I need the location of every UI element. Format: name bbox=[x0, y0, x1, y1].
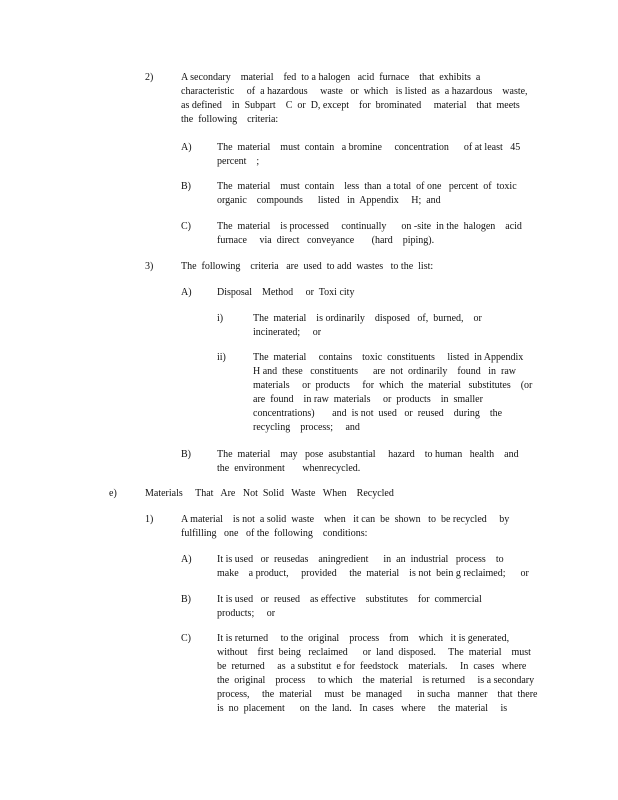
item-text-line: concentrations) and is not used or reused during the bbox=[253, 408, 503, 419]
item-text-line: The material is ordinarily disposed of, burned, or bbox=[253, 313, 482, 324]
item-text-line: A secondary material fed to a halogen acid furnace that exhibits a bbox=[181, 72, 481, 83]
item-text-line: are found in raw materials or products in smaller bbox=[253, 394, 483, 405]
item-text-line: process, the material must be managed in sucha manner that there bbox=[217, 689, 538, 700]
item-text-line: be returned as a substitut e for feedstock materials. In cases where bbox=[217, 661, 527, 672]
item-text-line: characteristic of a hazardous waste or which is listed as a hazardous waste, bbox=[181, 86, 528, 97]
item-marker: 1) bbox=[145, 514, 154, 525]
item-marker: 2) bbox=[145, 72, 154, 83]
item-marker: B) bbox=[181, 449, 191, 460]
item-text-line: furnace via direct conveyance (hard piping). bbox=[217, 235, 435, 246]
item-text-line: percent ; bbox=[217, 156, 260, 167]
item-text-line: is no placement on the land. In cases where the material is bbox=[217, 703, 508, 714]
item-text-line: It is used or reused as effective substitutes for commercial bbox=[217, 594, 482, 605]
item-text-line: incinerated; or bbox=[253, 327, 322, 338]
item-marker: A) bbox=[181, 142, 192, 153]
item-marker: B) bbox=[181, 594, 191, 605]
section-marker: e) bbox=[109, 488, 117, 499]
item-text-line: A material is not a solid waste when it can be shown to be recycled by bbox=[181, 514, 510, 525]
item-text-line: The material is processed continually on -site in the halogen acid bbox=[217, 221, 522, 232]
item-text-line: the following criteria: bbox=[181, 114, 279, 125]
item-text-line: It is used or reusedas aningredient in an industrial process to bbox=[217, 554, 504, 565]
item-text-line: The material must contain a bromine concentration of at least 45 bbox=[217, 142, 521, 153]
item-text-line: It is returned to the original process from which it is generated, bbox=[217, 633, 510, 644]
item-text-line: the original process to which the material is returned is a secondary bbox=[217, 675, 535, 686]
item-text-line: recycling process; and bbox=[253, 422, 360, 433]
item-text-line: organic compounds listed in Appendix H; and bbox=[217, 195, 441, 206]
item-marker: A) bbox=[181, 287, 192, 298]
item-marker: C) bbox=[181, 221, 191, 232]
item-text-line: Disposal Method or Toxi city bbox=[217, 287, 355, 298]
item-marker: i) bbox=[217, 313, 224, 324]
item-text-line: H and these constituents are not ordinarily found in raw bbox=[253, 366, 516, 377]
item-marker: 3) bbox=[145, 261, 154, 272]
item-text-line: fulfilling one of the following conditions: bbox=[181, 528, 368, 539]
item-text-line: The following criteria are used to add wastes to the list: bbox=[181, 261, 434, 272]
item-marker: ii) bbox=[217, 352, 226, 363]
item-text-line: as defined in Subpart C or D, except for brominated material that meets bbox=[181, 100, 520, 111]
item-marker: C) bbox=[181, 633, 191, 644]
item-text-line: products; or bbox=[217, 608, 276, 619]
item-text-line: without first being reclaimed or land disposed. The material must bbox=[217, 647, 531, 658]
item-text-line: make a product, provided the material is not bein g reclaimed; or bbox=[217, 568, 529, 579]
item-text-line: The material must contain less than a total of one percent of toxic bbox=[217, 181, 517, 192]
item-marker: B) bbox=[181, 181, 191, 192]
item-marker: A) bbox=[181, 554, 192, 565]
item-text-line: The material contains toxic constituents listed in Appendix bbox=[253, 352, 524, 363]
section-heading: Materials That Are Not Solid Waste When Recycled bbox=[145, 488, 394, 499]
item-text-line: materials or products for which the material substitutes (or bbox=[253, 380, 533, 391]
item-text-line: the environment whenrecycled. bbox=[217, 463, 361, 474]
item-text-line: The material may pose asubstantial hazard to human health and bbox=[217, 449, 519, 460]
